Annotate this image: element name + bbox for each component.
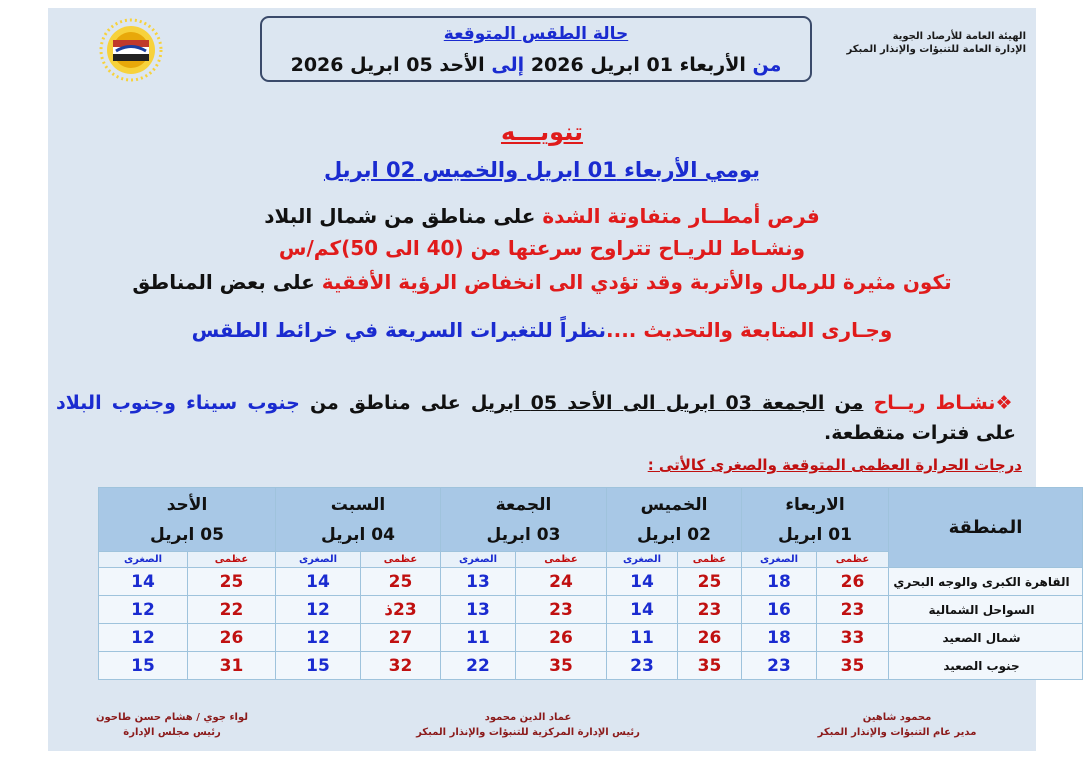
min-temp-cell: 23 (742, 652, 817, 680)
day-name: الجمعة (495, 494, 552, 515)
min-label: الصغرى (742, 552, 817, 568)
day-date: 02 ابريل (637, 524, 711, 545)
temperatures-label: درجات الحرارة العظمى المتوقعة والصغرى كالأتى : (647, 456, 1022, 474)
max-temp-cell: 25 (678, 568, 742, 596)
table-body (99, 568, 1083, 680)
to-date: الأحد 05 ابريل 2026 (290, 54, 485, 76)
notice-days: يومي الأربعاء 01 ابريل والخميس 02 ابريل (323, 158, 761, 182)
organization-name (826, 30, 1026, 56)
day-date: 04 ابريل (321, 524, 395, 545)
min-temp-cell: 12 (276, 596, 361, 624)
min-temp-cell: 11 (441, 624, 516, 652)
day-header (742, 488, 889, 552)
max-temp-cell: 24 (516, 568, 607, 596)
min-temp-cell: 15 (276, 652, 361, 680)
wind-notice (56, 392, 1016, 414)
wind-from-word: من (834, 392, 864, 414)
region-header: المنطقة (889, 488, 1083, 568)
max-temp-cell: 35 (678, 652, 742, 680)
day-name: الأحد (166, 494, 208, 515)
min-label: الصغرى (276, 552, 361, 568)
day-name: الاربعاء (785, 494, 845, 515)
from-date: الأربعاء 01 ابريل 2026 (530, 54, 746, 76)
day-name: الخميس (640, 494, 708, 515)
table-row (99, 568, 1083, 596)
notice-line-4-red: وجـارى المتابعة والتحديث .... (606, 318, 893, 342)
table-row (99, 652, 1083, 680)
notice-line-2: ونشـاط للريـاح تتراوح سرعتها من (40 الى 50)كم/س (278, 236, 806, 260)
notice-line-1 (48, 204, 1036, 228)
to-word: إلى (491, 54, 525, 76)
notice-line-4-blue: نظراً للتغيرات السريعة في خرائط الطقس (191, 318, 607, 342)
notice-line-4 (48, 318, 1036, 342)
notice-line-1-red: فرص أمطــار متفاوتة الشدة (542, 204, 820, 228)
max-temp-cell: 32 (361, 652, 441, 680)
min-label: الصغرى (99, 552, 188, 568)
min-temp-cell: 23 (607, 652, 678, 680)
min-temp-cell: 16 (742, 596, 817, 624)
org-line-1: الهيئة العامة للأرصاد الجوية (892, 31, 1026, 42)
min-temp-cell: 14 (99, 568, 188, 596)
max-temp-cell: 22 (188, 596, 276, 624)
max-label: عظمى (516, 552, 607, 568)
table-row (99, 596, 1083, 624)
region-cell: القاهرة الكبرى والوجه البحري (889, 568, 1083, 596)
min-temp-cell: 14 (607, 568, 678, 596)
signature-name: محمود شاهين (862, 712, 932, 723)
day-header (607, 488, 742, 552)
max-temp-cell: 23 (516, 596, 607, 624)
max-label: عظمى (678, 552, 742, 568)
max-label: عظمى (817, 552, 889, 568)
max-temp-cell: 25 (188, 568, 276, 596)
max-temp-cell: 27 (361, 624, 441, 652)
day-header (276, 488, 441, 552)
signature-2 (408, 710, 648, 740)
signature-3 (92, 710, 252, 740)
forecast-page (48, 8, 1070, 751)
min-temp-cell: 14 (276, 568, 361, 596)
day-date: 01 ابريل (778, 524, 852, 545)
min-temp-cell: 13 (441, 596, 516, 624)
notice-line-3-red: تكون مثيرة للرمال والأتربة وقد تؤدي الى انخفاض الرؤية الأفقية (321, 270, 952, 294)
temperature-table (98, 487, 1083, 680)
notice-line-1-black: على مناطق من شمال البلاد (264, 204, 536, 228)
min-temp-cell: 22 (441, 652, 516, 680)
wind-mid: على مناطق من (309, 392, 461, 414)
signature-name: لواء جوي / هشام حسن طاحون (95, 712, 249, 723)
notice-line-3-black: على بعض المناطق (132, 270, 315, 294)
day-header (441, 488, 607, 552)
min-temp-cell: 18 (742, 568, 817, 596)
min-temp-cell: 15 (99, 652, 188, 680)
max-label: عظمى (188, 552, 276, 568)
from-word: من (752, 54, 782, 76)
max-temp-cell: 23 (678, 596, 742, 624)
max-temp-cell: 35 (516, 652, 607, 680)
region-cell: شمال الصعيد (889, 624, 1083, 652)
min-temp-cell: 13 (441, 568, 516, 596)
min-temp-cell: 14 (607, 596, 678, 624)
region-cell: السواحل الشمالية (889, 596, 1083, 624)
signature-title: مدير عام التنبؤات والإنذار المبكر (817, 727, 977, 738)
ema-logo-icon (88, 22, 174, 78)
min-temp-cell: 11 (607, 624, 678, 652)
table-row (99, 624, 1083, 652)
max-temp-cell: 26 (516, 624, 607, 652)
signature-name: عماد الدين محمود (484, 712, 572, 723)
max-temp-cell: 26 (188, 624, 276, 652)
min-label: الصغرى (607, 552, 678, 568)
day-name: السبت (330, 494, 386, 515)
notice-line-3 (48, 270, 1036, 294)
min-temp-cell: 12 (99, 624, 188, 652)
day-date: 05 ابريل (150, 524, 224, 545)
title-box (260, 16, 812, 82)
max-temp-cell: 26 (817, 568, 889, 596)
day-date: 03 ابريل (486, 524, 561, 545)
max-temp-cell: 26 (678, 624, 742, 652)
region-cell: جنوب الصعيد (889, 652, 1083, 680)
bullet-icon: ❖ (995, 392, 1017, 414)
wind-label: نشـاط ريــاح (873, 392, 996, 414)
org-line-2: الإدارة العامة للتنبؤات والإنذار المبكر (846, 44, 1026, 55)
signature-1 (792, 710, 1002, 740)
min-temp-cell: 18 (742, 624, 817, 652)
min-label: الصغرى (441, 552, 516, 568)
page-title: حالة الطقس المتوقعة (443, 24, 629, 44)
max-temp-cell: 35 (817, 652, 889, 680)
notice-title: تنويـــه (500, 118, 584, 146)
min-temp-cell: 12 (99, 596, 188, 624)
max-temp-cell: 23 (817, 596, 889, 624)
wind-places: جنوب سيناء وجنوب البلاد (56, 392, 300, 414)
min-temp-cell: 12 (276, 624, 361, 652)
max-temp-cell: 23ذ (361, 596, 441, 624)
max-temp-cell: 31 (188, 652, 276, 680)
max-temp-cell: 33 (817, 624, 889, 652)
max-label: عظمى (361, 552, 441, 568)
table-header-row (99, 488, 1083, 552)
day-header (99, 488, 276, 552)
max-temp-cell: 25 (361, 568, 441, 596)
wind-notice-line-2: على فترات متقطعة. (824, 422, 1016, 444)
wind-period: الجمعة 03 ابريل الى الأحد 05 ابريل (470, 392, 825, 414)
forecast-period (262, 54, 810, 76)
signature-title: رئيس مجلس الإدارة (123, 727, 221, 738)
signature-title: رئيس الإدارة المركزية للتنبؤات والإنذار المبكر (416, 727, 640, 738)
